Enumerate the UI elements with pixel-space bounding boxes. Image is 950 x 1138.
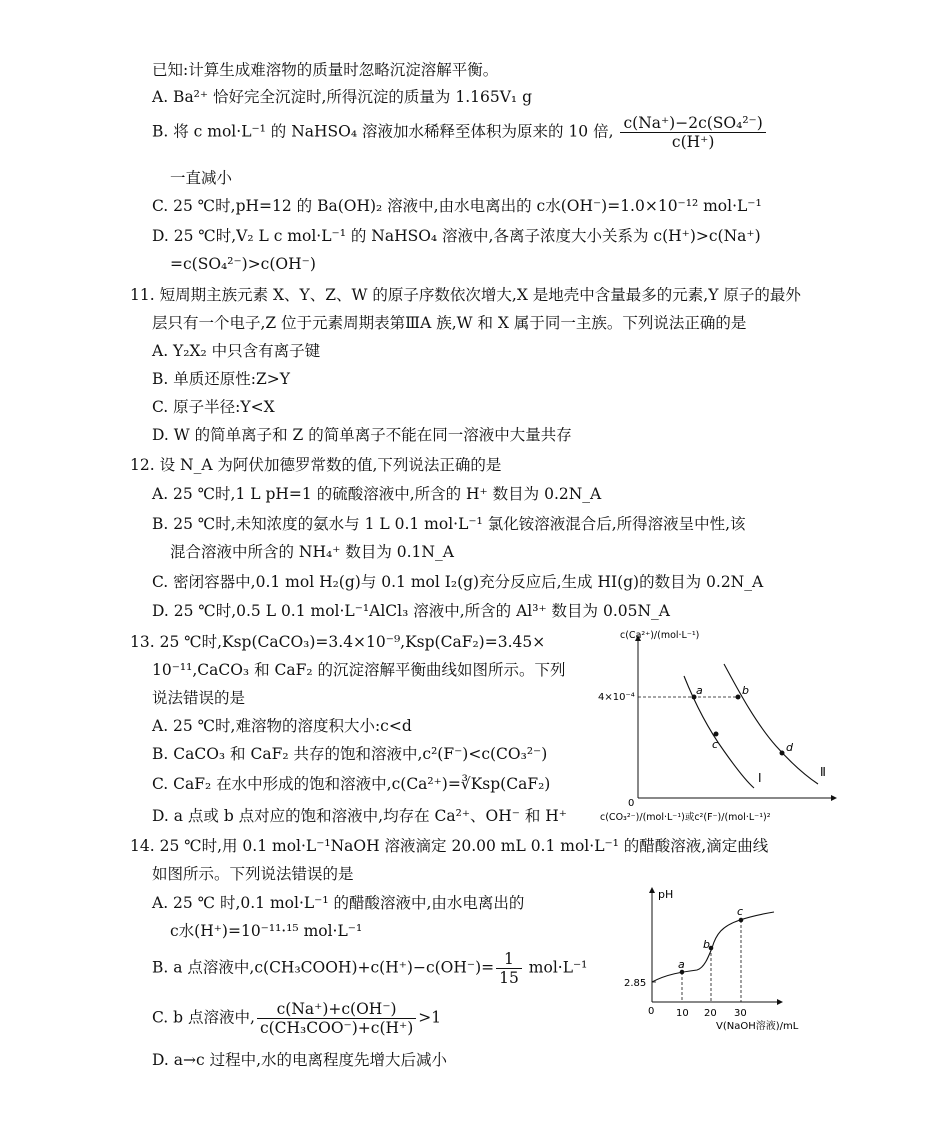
q11-option-c: C. 原子半径:Y<X: [152, 398, 275, 416]
q12-stem: 12. 设 N_A 为阿伏加德罗常数的值,下列说法正确的是: [130, 456, 502, 474]
q13-stem-line1: 13. 25 ℃时,Ksp(CaCO₃)=3.4×10⁻⁹,Ksp(CaF₂)=3.45×: [130, 633, 546, 651]
q14-option-b-fraction: [496, 950, 522, 987]
q14-titration-chart: [612, 884, 832, 1034]
q10-option-b: [152, 114, 768, 151]
q10-option-b-text: B. 将 c mol·L⁻¹ 的 NaHSO₄ 溶液加水稀释至体积为原来的 10 倍,: [152, 122, 614, 141]
q14-origin: 0: [648, 1006, 655, 1017]
q14-point-c: [739, 918, 744, 923]
q13-point-b: [736, 695, 741, 700]
q12-option-d: D. 25 ℃时,0.5 L 0.1 mol·L⁻¹AlCl₃ 溶液中,所含的 Al³⁺ 数目为 0.05N_A: [152, 602, 671, 620]
q13-label-a: a: [696, 684, 703, 697]
q11-stem-line1: 11. 短周期主族元素 X、Y、Z、W 的原子序数依次增大,X 是地壳中含量最多的元素,Y 原子的最外: [130, 286, 801, 304]
q11-option-a: A. Y₂X₂ 中只含有离子键: [152, 342, 321, 360]
q10-option-a: A. Ba²⁺ 恰好完全沉淀时,所得沉淀的质量为 1.165V₁ g: [152, 88, 532, 106]
q14-option-b-numerator: 1: [496, 950, 522, 969]
q14-option-c-numerator: c(Na⁺)+c(OH⁻): [257, 1000, 416, 1019]
q14-label-c: c: [737, 905, 744, 918]
q14-option-b-unit: mol·L⁻¹: [528, 958, 588, 977]
q13-y-label: c(Ca²⁺)/(mol·L⁻¹): [620, 630, 700, 641]
q12-option-c: C. 密闭容器中,0.1 mol H₂(g)与 0.1 mol I₂(g)充分反应后,生成 HI(g)的数目为 0.2N_A: [152, 573, 764, 591]
q13-option-d: D. a 点或 b 点对应的饱和溶液中,均存在 Ca²⁺、OH⁻ 和 H⁺: [152, 807, 567, 825]
q13-option-a: A. 25 ℃时,难溶物的溶度积大小:c<d: [152, 717, 412, 735]
q10-option-b-numerator: c(Na⁺)−2c(SO₄²⁻): [620, 114, 765, 133]
q13-option-c: C. CaF₂ 在水中形成的饱和溶液中,c(Ca²⁺)=∛Ksp(CaF₂): [152, 775, 551, 793]
q13-stem-line2: 10⁻¹¹,CaCO₃ 和 CaF₂ 的沉淀溶解平衡曲线如图所示。下列: [152, 661, 566, 679]
q13-point-c: [714, 732, 719, 737]
q11-stem-line2: 层只有一个电子,Z 位于元素周期表第ⅢA 族,W 和 X 属于同一主族。下列说法正确的是: [152, 314, 747, 332]
q12-option-b-line1: B. 25 ℃时,未知浓度的氨水与 1 L 0.1 mol·L⁻¹ 氯化铵溶液混合后,所得溶液呈中性,该: [152, 515, 746, 533]
q14-y-label: pH: [658, 888, 674, 901]
q10-option-d-line1: D. 25 ℃时,V₂ L c mol·L⁻¹ 的 NaHSO₄ 溶液中,各离子浓度大小关系为 c(H⁺)>c(Na⁺): [152, 227, 761, 245]
q10-option-b-fraction: [620, 114, 765, 151]
q14-label-a: a: [678, 958, 685, 971]
q14-stem-line1: 14. 25 ℃时,用 0.1 mol·L⁻¹NaOH 溶液滴定 20.00 mL 0.1 mol·L⁻¹ 的醋酸溶液,滴定曲线: [130, 837, 769, 855]
q14-x-tick-10: 10: [676, 1008, 689, 1019]
q14-option-b: [152, 950, 587, 987]
q13-stem-line3: 说法错误的是: [152, 689, 246, 707]
q13-y-tick: 4×10⁻⁴: [598, 692, 635, 703]
q13-curve-1-label: Ⅰ: [758, 771, 762, 785]
q14-option-a-line1: A. 25 ℃ 时,0.1 mol·L⁻¹ 的醋酸溶液中,由水电离出的: [152, 894, 525, 912]
q13-option-b: B. CaCO₃ 和 CaF₂ 共存的饱和溶液中,c²(F⁻)<c(CO₃²⁻): [152, 745, 548, 763]
q11-option-d: D. W 的简单离子和 Z 的简单离子不能在同一溶液中大量共存: [152, 426, 572, 444]
q13-label-b: b: [742, 684, 749, 697]
q14-option-d: D. a→c 过程中,水的电离程度先增大后减小: [152, 1051, 447, 1069]
q13-label-c: c: [712, 738, 719, 751]
q13-x-label: c(CO₃²⁻)/(mol·L⁻¹)或c²(F⁻)/(mol·L⁻¹)²: [600, 812, 771, 823]
q14-option-c-fraction: [257, 1000, 416, 1037]
q13-point-d: [780, 751, 785, 756]
q13-solubility-chart: [596, 626, 846, 826]
q14-stem-line2: 如图所示。下列说法错误的是: [152, 865, 354, 883]
q14-option-c: [152, 1000, 441, 1037]
q14-x-label: V(NaOH溶液)/mL: [716, 1021, 799, 1032]
q10-option-b-continuation: 一直减小: [170, 169, 233, 187]
q11-option-b: B. 单质还原性:Z>Y: [152, 370, 290, 388]
q14-option-b-denominator: 15: [499, 969, 519, 987]
q14-y-tick: 2.85: [624, 978, 647, 989]
q14-option-c-text: C. b 点溶液中,: [152, 1008, 255, 1027]
q14-x-tick-20: 20: [704, 1008, 717, 1019]
q12-option-b-line2: 混合溶液中所含的 NH₄⁺ 数目为 0.1N_A: [170, 543, 454, 561]
q13-curve-2: [724, 664, 818, 784]
q13-origin: 0: [628, 798, 635, 809]
q10-known: 已知:计算生成难溶物的质量时忽略沉淀溶解平衡。: [152, 61, 499, 79]
q12-option-a: A. 25 ℃时,1 L pH=1 的硫酸溶液中,所含的 H⁺ 数目为 0.2N_A: [152, 485, 602, 503]
q14-option-a-line2: c水(H⁺)=10⁻¹¹·¹⁵ mol·L⁻¹: [170, 922, 363, 940]
q14-option-b-text: B. a 点溶液中,c(CH₃COOH)+c(H⁺)−c(OH⁻)=: [152, 958, 495, 977]
q13-curve-2-label: Ⅱ: [820, 765, 826, 779]
q10-option-b-denominator: c(H⁺): [671, 133, 715, 151]
q14-x-tick-30: 30: [734, 1008, 747, 1019]
q14-option-c-relation: >1: [418, 1008, 442, 1027]
q14-option-c-denominator: c(CH₃COO⁻)+c(H⁺): [259, 1019, 414, 1037]
q10-option-d-line2: =c(SO₄²⁻)>c(OH⁻): [170, 255, 316, 273]
q14-label-b: b: [703, 938, 710, 951]
q10-option-c: C. 25 ℃时,pH=12 的 Ba(OH)₂ 溶液中,由水电离出的 c水(OH⁻)=1.0×10⁻¹² mol·L⁻¹: [152, 197, 762, 215]
q13-label-d: d: [786, 741, 793, 754]
